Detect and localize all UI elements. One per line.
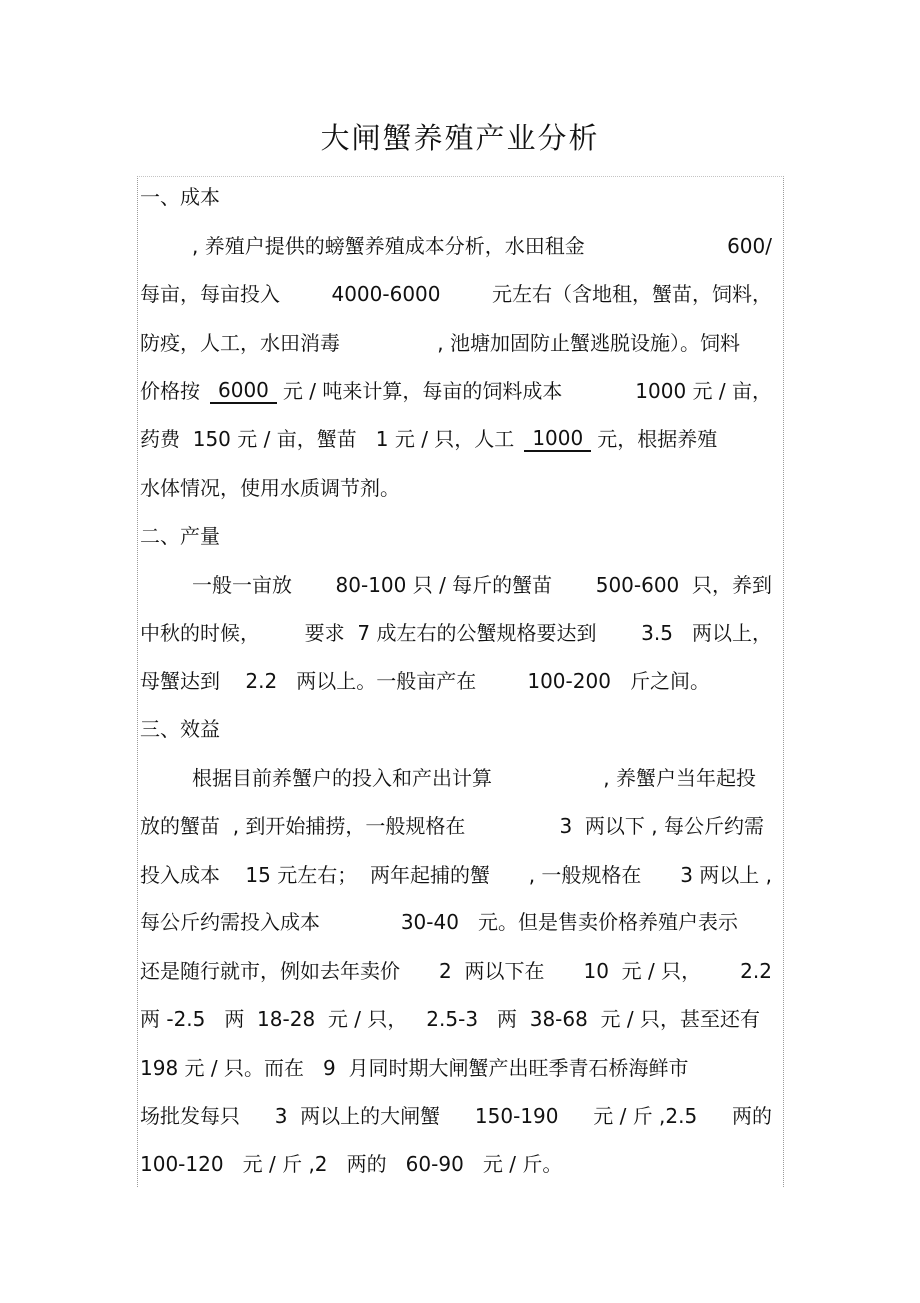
feed-price-value: 6000 [210,378,277,404]
paragraph-line: 防疫，人工，水田消毒 , 池塘加固防止蟹逃脱设施）。饲料 [140,331,740,355]
paragraph-line: 母蟹达到 2.2 两以上。一般亩产在 100-200 斤之间。 [140,669,710,693]
paragraph-line: 中秋的时候， 要求 7 成左右的公蟹规格要达到 3.5 两以上， [140,621,772,645]
paragraph-line: 每亩，每亩投入 4000-6000 元左右（含地租，蟹苗，饲料， [140,282,772,306]
paragraph-line: , 养殖户提供的螃蟹养殖成本分析，水田租金 600/ [192,234,772,258]
paragraph-line: 两 -2.5 两 18-28 元 / 只， 2.5-3 两 38-68 元 / 只，甚至还有 [140,1007,760,1031]
section-heading-cost: 一、成本 [140,185,220,209]
paragraph-line: 价格按 6000 元 / 吨来计算，每亩的饲料成本 1000 元 / 亩， [140,378,772,403]
paragraph-line: 100-120 元 / 斤 ,2 两的 60-90 元 / 斤。 [140,1152,563,1176]
paragraph-line: 一般一亩放 80-100 只 / 每斤的蟹苗 500-600 只，养到 [192,573,772,597]
section-heading-benefit: 三、效益 [140,717,220,741]
paragraph-line: 放的蟹苗 , 到开始捕捞，一般规格在 3 两以下 , 每公斤约需 [140,814,764,838]
paragraph-line: 还是随行就市，例如去年卖价 2 两以下在 10 元 / 只， 2.2 [140,959,772,983]
paragraph-line: 根据目前养蟹户的投入和产出计算 , 养蟹户当年起投 [192,766,756,790]
document-title: 大闸蟹养殖产业分析 [320,121,600,155]
section-heading-output: 二、产量 [140,524,220,548]
paragraph-line: 药费 150 元 / 亩，蟹苗 1 元 / 只，人工 1000 元，根据养殖 [140,426,718,451]
paragraph-line: 投入成本 15 元左右； 两年起捕的蟹 , 一般规格在 3 两以上 , [140,863,772,887]
paragraph-line: 198 元 / 只。而在 9 月同时期大闸蟹产出旺季青石桥海鲜市 [140,1056,689,1080]
paragraph-line: 每公斤约需投入成本 30-40 元。但是售卖价格养殖户表示 [140,910,738,934]
labor-cost-value: 1000 [524,426,591,452]
paragraph-line: 水体情况，使用水质调节剂。 [140,476,400,500]
paragraph-line: 场批发每只 3 两以上的大闸蟹 150-190 元 / 斤 ,2.5 两的 [140,1104,772,1128]
